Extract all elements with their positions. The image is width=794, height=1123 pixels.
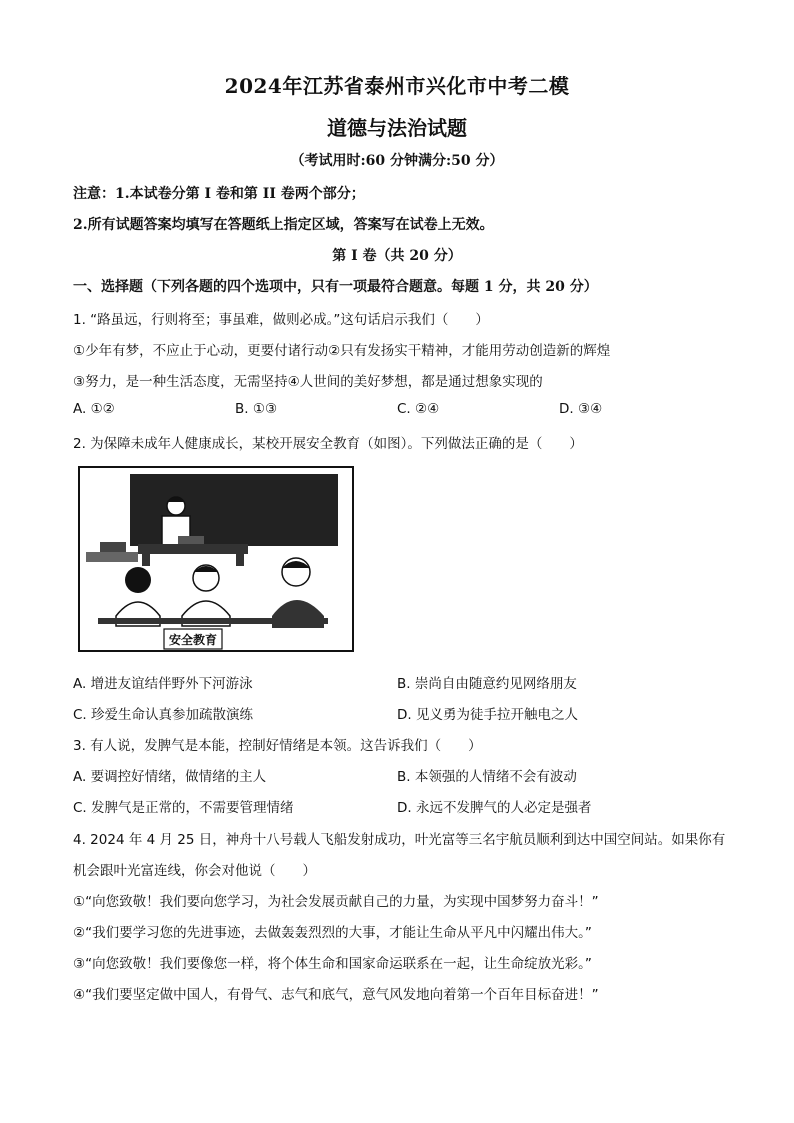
q2-option-c: C. 珍爱生命认真参加疏散演练: [73, 707, 254, 723]
q4-statement-2: ②“我们要学习您的先进事迹，去做轰轰烈烈的大事，才能让生命从平凡中闪耀出伟大。”: [73, 925, 592, 941]
q2-stem: 2. 为保障未成年人健康成长，某校开展安全教育（如图）。下列做法正确的是（ ）: [73, 436, 583, 452]
q3-option-a: A. 要调控好情绪，做情绪的主人: [73, 769, 267, 785]
q3-option-d: D. 永远不发脾气的人必定是强者: [397, 800, 592, 816]
q4-statement-1: ①“向您致敬！我们要向您学习，为社会发展贡献自己的力量，为实现中国梦努力奋斗！”: [73, 894, 599, 910]
q1-option-c: C. ②④: [397, 401, 440, 417]
q3-option-c: C. 发脾气是正常的，不需要管理情绪: [73, 800, 294, 816]
q3-stem: 3. 有人说，发脾气是本能，控制好情绪是本领。这告诉我们（ ）: [73, 738, 482, 754]
q1-option-b: B. ①③: [235, 401, 278, 417]
q4-stem-line-1: 4. 2024 年 4 月 25 日，神舟十八号载人飞船发射成功，叶光富等三名宇航员顺利到达中国空间站。如果你有: [73, 832, 726, 848]
q1-option-d: D. ③④: [559, 401, 603, 417]
volume-title: 第 I 卷（共 20 分）: [332, 248, 462, 264]
q1-statement-1: ①少年有梦，不应止于心动，更要付诸行动②只有发扬实干精神，才能用劳动创造新的辉煌: [73, 343, 611, 359]
q2-option-a: A. 增进友谊结伴野外下河游泳: [73, 676, 253, 692]
safety-education-illustration: [78, 466, 354, 652]
q4-statement-4: ④“我们要坚定做中国人，有骨气、志气和底气，意气风发地向着第一个百年目标奋进！”: [73, 987, 599, 1003]
q1-stem: 1. “路虽远，行则将至；事虽难，做则必成。”这句话启示我们（ ）: [73, 312, 489, 328]
q2-option-d: D. 见义勇为徒手拉开触电之人: [397, 707, 578, 723]
illustration-caption: 安全教育: [168, 633, 218, 647]
q1-option-a: A. ①②: [73, 401, 115, 417]
q1-statement-2: ③努力，是一种生活态度，无需坚持④人世间的美好梦想，都是通过想象实现的: [73, 374, 543, 390]
q3-option-b: B. 本领强的人情绪不会有波动: [397, 769, 577, 785]
q2-option-b: B. 崇尚自由随意约见网络朋友: [397, 676, 577, 692]
exam-time-info: （考试用时:60 分钟满分:50 分）: [290, 153, 504, 169]
exam-subtitle: 道德与法治试题: [327, 116, 467, 140]
q4-stem-line-2: 机会跟叶光富连线，你会对他说（ ）: [73, 863, 316, 879]
q4-statement-3: ③“向您致敬！我们要像您一样，将个体生命和国家命运联系在一起，让生命绽放光彩。”: [73, 956, 592, 972]
note-1: 注意：1.本试卷分第 I 卷和第 II 卷两个部分；: [73, 186, 365, 202]
exam-title: 2024年江苏省泰州市兴化市中考二模: [224, 74, 570, 98]
section-heading: 一、选择题（下列各题的四个选项中，只有一项最符合题意。每题 1 分，共 20 分）: [73, 279, 598, 295]
note-2: 2.所有试题答案均填写在答题纸上指定区域，答案写在试卷上无效。: [73, 217, 494, 233]
